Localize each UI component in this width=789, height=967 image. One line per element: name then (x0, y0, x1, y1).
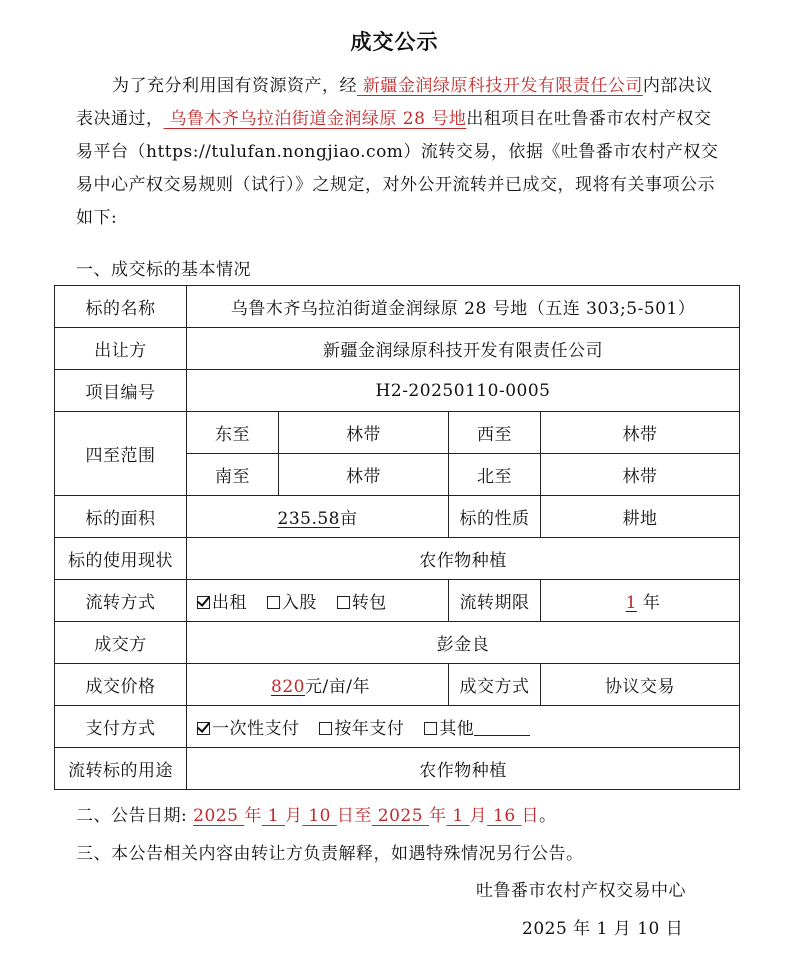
end-month: 1 (446, 806, 470, 826)
end-year: 2025 (371, 806, 429, 826)
price-value: 820 (271, 677, 305, 697)
purpose-label: 流转标的用途 (55, 748, 187, 790)
table-row (55, 748, 740, 790)
intro-text-2: 内部决议表决通过， (76, 76, 713, 129)
end-day: 16 (487, 806, 522, 826)
project-no-label: 项目编号 (55, 370, 187, 412)
boundary-label: 四至范围 (55, 412, 187, 496)
table-row (55, 286, 740, 328)
checkbox-checked-icon (197, 596, 210, 609)
deal-mode-label: 成交方式 (449, 664, 541, 706)
signature-date: 2025 年 1 月 10 日 (522, 919, 684, 939)
table-row (55, 622, 740, 664)
section-3-disclaimer: 三、本公告相关内容由转让方负责解释，如遇特殊情况另行公告。 (76, 844, 584, 864)
area-cell (187, 496, 449, 538)
checkbox-icon (319, 722, 332, 735)
table-row (55, 538, 740, 580)
table-row (55, 706, 740, 748)
price-cell (187, 664, 449, 706)
start-year: 2025 (193, 806, 245, 826)
checkbox-icon (267, 596, 280, 609)
transferor-company-link: 新疆金润绿原科技开发有限责任公司 (357, 76, 643, 96)
payment-label: 支付方式 (55, 706, 187, 748)
buyer-value: 彭金良 (187, 622, 740, 664)
transfer-period-label: 流转期限 (449, 580, 541, 622)
east-value: 林带 (279, 412, 449, 454)
transfer-period-unit: 年 (642, 593, 661, 613)
area-value: 235.58 (277, 509, 340, 529)
price-label: 成交价格 (55, 664, 187, 706)
intro-text-3: 出租项目在吐鲁番市农村产权交易平台（https://tulufan.nongjiao.com）流转交易，依据《吐鲁番市农村产权交易中心产权交易规则（试行）》之规定，对外公开流转并已成交，现将有关事项公示如下: (76, 109, 719, 228)
east-label: 东至 (187, 412, 279, 454)
land-name-highlight: 乌鲁木齐乌拉泊街道金润绿原 28 号地 (163, 109, 467, 129)
checkbox-icon (424, 722, 437, 735)
table-row (55, 496, 740, 538)
transfer-period-value: 1 (625, 593, 637, 613)
start-month: 1 (261, 806, 285, 826)
other-blank-line (474, 721, 530, 736)
option-lease[interactable]: 出租 (197, 593, 247, 613)
option-sublease[interactable]: 转包 (337, 593, 387, 613)
purpose-value: 农作物种植 (187, 748, 740, 790)
table-row (55, 370, 740, 412)
target-name-label: 标的名称 (55, 286, 187, 328)
nature-value: 耕地 (541, 496, 740, 538)
checkbox-checked-icon (197, 722, 210, 735)
table-row (55, 664, 740, 706)
option-annual[interactable]: 按年支付 (319, 719, 404, 739)
start-day: 10 (302, 806, 337, 826)
page-title: 成交公示 (350, 30, 439, 54)
transfer-mode-label: 流转方式 (55, 580, 187, 622)
buyer-label: 成交方 (55, 622, 187, 664)
usage-status-label: 标的使用现状 (55, 538, 187, 580)
usage-status-value: 农作物种植 (187, 538, 740, 580)
north-label: 北至 (449, 454, 541, 496)
checkbox-icon (337, 596, 350, 609)
area-unit: 亩 (339, 509, 358, 529)
table-row (55, 412, 740, 454)
intro-paragraph (76, 70, 726, 235)
west-label: 西至 (449, 412, 541, 454)
option-other[interactable]: 其他 (424, 719, 530, 739)
transferor-label: 出让方 (55, 328, 187, 370)
project-no-value: H2-20250110-0005 (187, 370, 740, 412)
transfer-mode-options (187, 580, 449, 622)
intro-text-1: 为了充分利用国有资源资产，经 (112, 76, 357, 96)
table-row (55, 328, 740, 370)
transfer-period-cell (541, 580, 740, 622)
deal-mode-value: 协议交易 (541, 664, 740, 706)
north-value: 林带 (541, 454, 740, 496)
payment-options (187, 706, 740, 748)
transferor-value: 新疆金润绿原科技开发有限责任公司 (187, 328, 740, 370)
option-shares[interactable]: 入股 (267, 593, 317, 613)
signature-org: 吐鲁番市农村产权交易中心 (476, 881, 686, 901)
section-2-notice-date: 二、公告日期: 2025 年 1 月 10 日至 2025 年 1 月 16 日。 (76, 806, 557, 826)
nature-label: 标的性质 (449, 496, 541, 538)
target-name-value: 乌鲁木齐乌拉泊街道金润绿原 28 号地（五连 303;5-501） (187, 286, 740, 328)
south-label: 南至 (187, 454, 279, 496)
table-row (55, 580, 740, 622)
south-value: 林带 (279, 454, 449, 496)
west-value: 林带 (541, 412, 740, 454)
transaction-info-table (54, 285, 740, 790)
area-label: 标的面积 (55, 496, 187, 538)
option-one-time[interactable]: 一次性支付 (197, 719, 300, 739)
section-1-heading: 一、成交标的基本情况 (76, 260, 251, 280)
price-unit: 元/亩/年 (304, 677, 370, 697)
